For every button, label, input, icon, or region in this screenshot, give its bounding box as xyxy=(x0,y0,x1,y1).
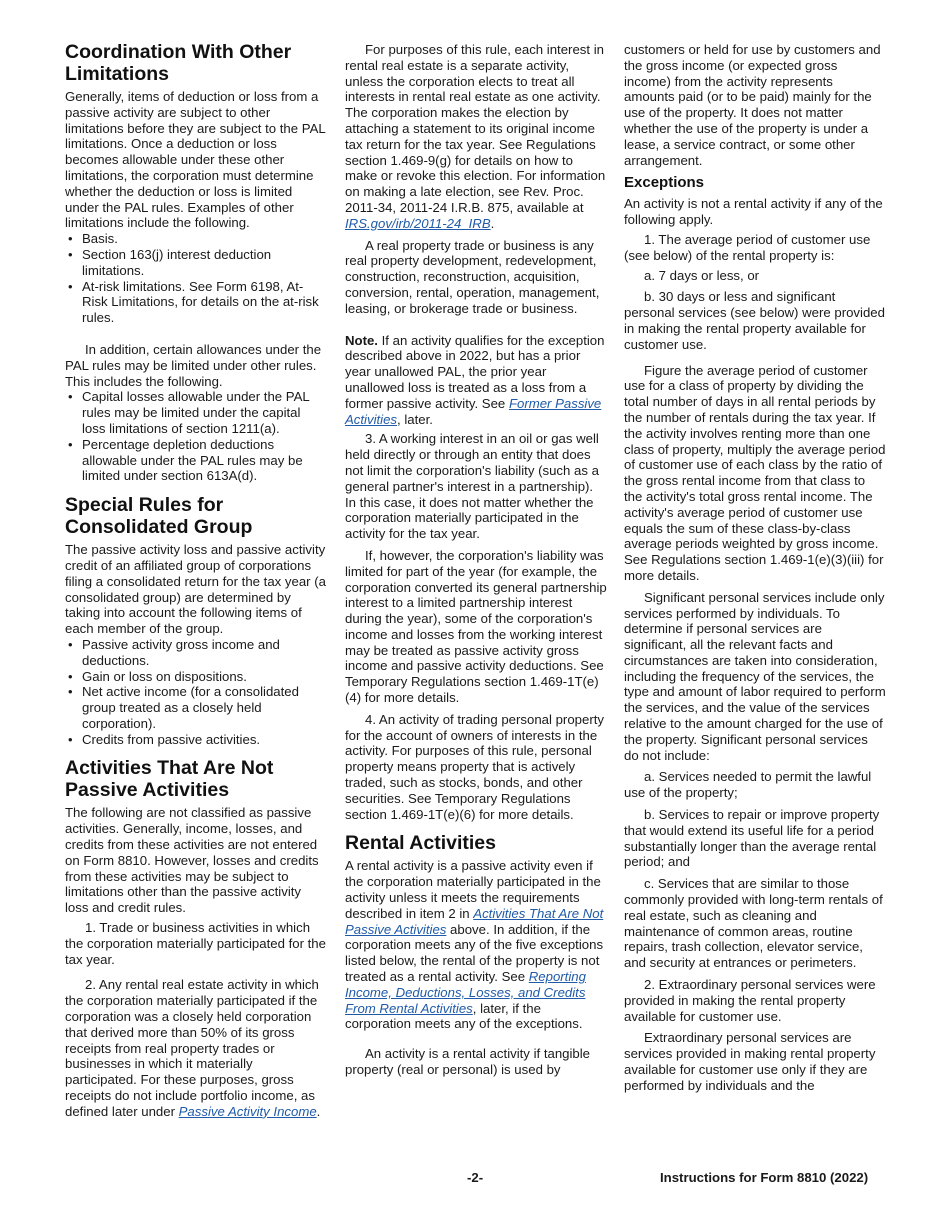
service-b: b. Services to repair or improve property that would extend its useful life for a period substantially longer than the average rental period; and xyxy=(624,807,880,870)
item-3-working-interest: 3. A working interest in an oil or gas well held directly or through an entity that does not limit the corporation's liability (such as a general partner's interest in a partnership). In this case, it does not matter whether the corporation materially participated in the activity for the tax year. xyxy=(345,431,599,542)
service-a: a. Services needed to permit the lawful use of the property; xyxy=(624,769,872,801)
heading-activities-not-passive: Activities That Are Not Passive Activities xyxy=(65,757,274,802)
list-other-limitations xyxy=(65,231,327,326)
link-irs-irb[interactable]: IRS.gov/irb/2011-24_IRB xyxy=(345,215,491,231)
paragraph-significant-services: Significant personal services include only services performed by individuals. To determine if personal services are significant, all the relevant facts and circumstances are taken into consideration, including the frequency of the services, the type and amount of labor required to perform the services, and the value of the services relative to the amount charged for the use of the property. Significant personal services do not include: xyxy=(624,589,886,763)
item-2-rental-real-estate: 2. Any rental real estate activity in which the corporation materially participated if the corporation was a closely held corporation that derived more than 50% of its gross receipts from real property trades or businesses in which it materially participated. For these purposes, gross receipts do not include portfolio income, as defined later under Passive Activity Income. xyxy=(65,977,321,1119)
list-pal-allowances xyxy=(65,389,327,484)
list-item: • Percentage depletion deductions allowable under the PAL rules may be limited under section 613A(d). xyxy=(65,437,327,484)
list-item: • Section 163(j) interest deduction limitations. xyxy=(65,247,327,279)
list-item: • Gain or loss on dispositions. xyxy=(65,669,327,685)
link-reporting-rental-income[interactable]: Reporting Income, Deductions, Losses, and Credits From Rental Activities xyxy=(345,969,586,1016)
paragraph-rental-activities: A rental activity is a passive activity even if the corporation materially participated in the activity unless it meets the requirements described in item 2 in Activities That Are Not Passive Activities above. In addition, if the corporation meets any of the five exceptions listed below, the rental of the property is not treated as a rental activity. See Reporting Income, Deductions, Losses, and Credits From Rental Activities, later, if the corporation meets any of the exceptions. xyxy=(345,858,604,1032)
heading-coordination: Coordination With Other Limitations xyxy=(65,41,292,85)
paragraph-figure-average: Figure the average period of customer use for a class of property by dividing the total number of days in all rental periods by the number of rentals during the tax year. If the activity involves renting more than one class of property, multiply the average period of customer use of each class by the ratio of the gross rental income from that class to the activity's total gross rental income. The activity's average period of customer use equals the sum of these class-by-class average periods weighted by gross income. See Regulations section 1.469-1(e)(3)(iii) for more details. xyxy=(624,362,886,583)
list-item: • Credits from passive activities. xyxy=(65,732,327,748)
paragraph-extraordinary-services: Extraordinary personal services are services provided in making rental property available for customer use only if they are performed by individuals and the xyxy=(624,1030,876,1093)
paragraph-purposes: For purposes of this rule, each interest in rental real estate is a separate activity, unless the corporation elects to treat all interests in rental real estate as one activity. The corporation makes the election by attaching a statement to its original income tax return for the tax year. See Regulations section 1.469-9(g) for details on how to make or revoke this election. For information on making a late election, see Rev. Proc. 2011-34, 2011-24 I.R.B. 875, available at IRS.gov/irb/2011-24_IRB. xyxy=(345,42,606,231)
paragraph-tangible-property: An activity is a rental activity if tangible property (real or personal) is used by xyxy=(345,1046,591,1078)
note: Note. If an activity qualifies for the exception described above in 2022, but has a prior year unallowed PAL, the prior year unallowed loss is treated as a loss from a former passive activity. See Former Passive Activities, later. xyxy=(345,332,605,427)
heading-exceptions: Exceptions xyxy=(624,174,705,192)
list-item: • Passive activity gross income and deductions. xyxy=(65,637,327,669)
page-number: -2- xyxy=(467,1170,484,1185)
link-former-passive-activities[interactable]: Former Passive Activities xyxy=(345,395,602,427)
heading-special-rules: Special Rules for Consolidated Group xyxy=(65,494,253,539)
exception-1a: a. 7 days or less, or xyxy=(644,267,760,283)
exception-1b: b. 30 days or less and significant personal services (see below) were provided in making the rental property available for customer use. xyxy=(624,289,885,352)
paragraph-addition: In addition, certain allowances under the PAL rules may be limited under other rules. This includes the following. xyxy=(65,341,322,389)
list-item: • Capital losses allowable under the PAL rules may be limited under the capital loss limitations of section 1211(a). xyxy=(65,389,327,436)
paragraph-real-property: A real property trade or business is any real property development, redevelopment, construction, reconstruction, acquisition, conversion, rental, operation, management, leasing, or brokerage trade or business. xyxy=(345,237,600,316)
heading-rental-activities: Rental Activities xyxy=(345,832,496,855)
column-middle xyxy=(345,42,607,1078)
list-item: • Basis. xyxy=(65,231,327,247)
exception-2: 2. Extraordinary personal services were provided in making the rental property available for customer use. xyxy=(624,977,876,1024)
paragraph-limited-liability: If, however, the corporation's liability was limited for part of the year (for example, the corporation converted its general partnership interest to a limited partnership interest during the year), some of the corporation's income and losses from the working interest may be treated as passive activity gross income and passive activity deductions. See Temporary Regulations section 1.469-1T(e)(4) for more details. xyxy=(345,547,607,706)
list-consolidated-items xyxy=(65,637,327,748)
item-4-trading-property: 4. An activity of trading personal property for the account of owners of interests in the activity. For purposes of this rule, personal property means property that is actively traded, such as stocks, bonds, and other securities. See Temporary Regulations section 1.469-1T(e)(6) for more details. xyxy=(345,711,604,822)
paragraph-activities-not-passive: The following are not classified as passive activities. Generally, income, losses, and credits from these activities are not entered on Form 8810. However, losses and credits from these activities may be subject to limitations other than the passive activity loss and credit rules. xyxy=(65,805,319,916)
list-item: • Net active income (for a consolidated group treated as a closely held corporation). xyxy=(65,684,327,731)
footer-title: Instructions for Form 8810 (2022) xyxy=(660,1170,869,1185)
paragraph-coordination: Generally, items of deduction or loss from a passive activity are subject to other limitations before they are subject to the PAL limitations. Once a deduction or loss becomes allowable under these other limitations, the corporation must determine whether the deduction or loss is limited under the PAL rules. Examples of other limitations include the following. xyxy=(65,89,326,231)
service-c: c. Services that are similar to those commonly provided with long-term rentals of real estate, such as cleaning and maintenance of common areas, routine repairs, trash collection, elevator service, and security at entrances or perimeters. xyxy=(624,876,883,971)
note-label: Note. xyxy=(345,332,378,348)
link-passive-activity-income[interactable]: Passive Activity Income xyxy=(178,1103,317,1119)
paragraph-special-rules: The passive activity loss and passive activity credit of an affiliated group of corporations filing a consolidated return for the tax year (a consolidated group) are determined by taking into account the following items of each member of the group. xyxy=(65,542,326,637)
list-item: • At-risk limitations. See Form 6198, At-Risk Limitations, for details on the at-risk rules. xyxy=(65,279,327,326)
column-left xyxy=(65,41,327,1120)
exception-1: 1. The average period of customer use (see below) of the rental property is: xyxy=(624,231,871,263)
item-1-trade-business: 1. Trade or business activities in which the corporation materially participated for the tax year. xyxy=(65,920,326,967)
paragraph-continued: customers or held for use by customers and the gross income (or expected gross income) from the activity represents amounts paid (or to be paid) mainly for the use of the property. It does not matter whether the use of the property is under a lease, a service contract, or some other arrangement. xyxy=(624,42,881,168)
link-activities-not-passive[interactable]: Activities That Are Not Passive Activities xyxy=(345,905,604,937)
paragraph-exceptions: An activity is not a rental activity if any of the following apply. xyxy=(624,196,883,228)
column-right xyxy=(624,42,886,1094)
